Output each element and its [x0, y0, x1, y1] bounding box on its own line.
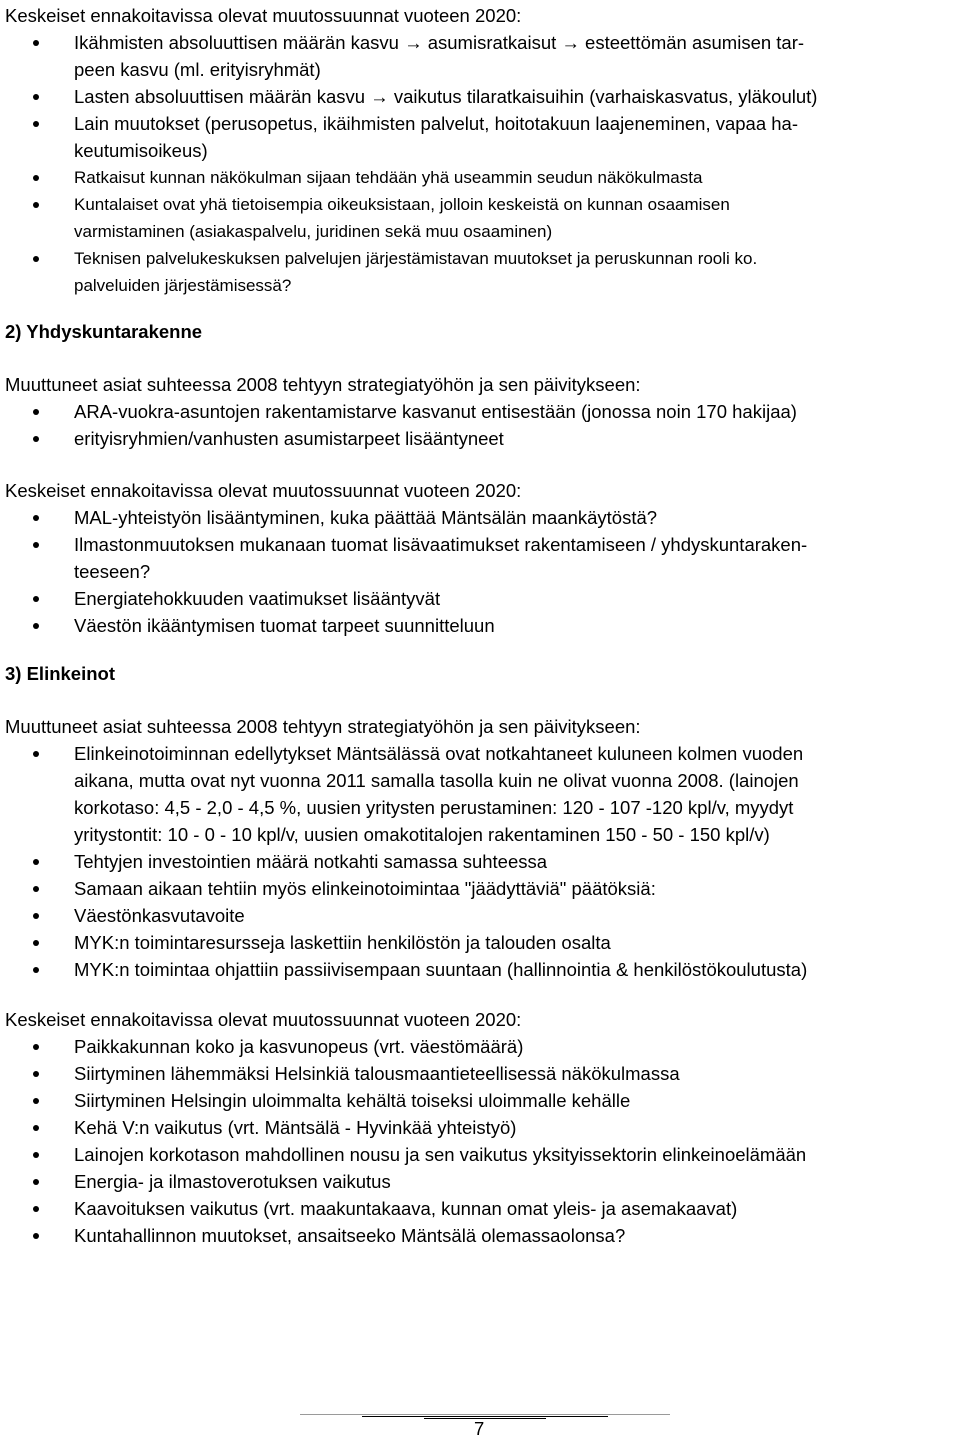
bullet-icon — [33, 542, 39, 548]
bullet-icon — [33, 1179, 39, 1185]
bullet-icon — [33, 1206, 39, 1212]
list-item: MYK:n toimintaresursseja laskettiin henkilöstön ja talouden osalta — [5, 929, 955, 956]
list-item: Tehtyjen investointien määrä notkahti samassa suhteessa — [5, 848, 955, 875]
section3-changes-list — [5, 740, 955, 983]
bullet-icon — [33, 967, 39, 973]
bullet-icon — [33, 121, 39, 127]
bullet-icon — [33, 94, 39, 100]
bullet-icon — [33, 40, 39, 46]
bullet-icon — [33, 175, 39, 181]
section2-forecast-list — [5, 504, 955, 639]
bullet-icon — [33, 1233, 39, 1239]
bullet-icon — [33, 751, 39, 757]
list-item: Teknisen palvelukeskuksen palvelujen järjestämistavan muutokset ja peruskunnan rooli ko. palveluiden järjestämisessä? — [5, 245, 955, 299]
list-item: Lain muutokset (perusopetus, ikäihmisten palvelut, hoitotakuun laajeneminen, vapaa ha- keutumisoikeus) — [5, 110, 955, 164]
section2-forecast-intro: Keskeiset ennakoitavissa olevat muutossuunnat vuoteen 2020: — [5, 480, 522, 501]
list-item: Kehä V:n vaikutus (vrt. Mäntsälä - Hyvinkää yhteistyö) — [5, 1114, 955, 1141]
list-item: Väestönkasvutavoite — [5, 902, 955, 929]
bullet-icon — [33, 1125, 39, 1131]
section2-changes-intro: Muuttuneet asiat suhteessa 2008 tehtyyn strategiatyöhön ja sen päivitykseen: — [5, 374, 641, 395]
list-item: Siirtyminen lähemmäksi Helsinkiä talousmaantieteellisessä näkökulmassa — [5, 1060, 955, 1087]
bullet-icon — [33, 886, 39, 892]
section2-changes-list — [5, 398, 955, 452]
list-item: erityisryhmien/vanhusten asumistarpeet lisääntyneet — [5, 425, 955, 452]
list-item: ARA-vuokra-asuntojen rakentamistarve kasvanut entisestään (jonossa noin 170 hakijaa) — [5, 398, 955, 425]
section3-forecast-intro: Keskeiset ennakoitavissa olevat muutossuunnat vuoteen 2020: — [5, 1009, 522, 1030]
section1-forecast-intro: Keskeiset ennakoitavissa olevat muutossuunnat vuoteen 2020: — [5, 5, 522, 26]
list-item: Siirtyminen Helsingin uloimmalta kehältä toiseksi uloimmalle kehälle — [5, 1087, 955, 1114]
page-number: 7 — [474, 1418, 485, 1439]
page-footer — [0, 1400, 960, 1444]
list-item: Ratkaisut kunnan näkökulman sijaan tehdään yhä useammin seudun näkökulmasta — [5, 164, 955, 191]
bullet-icon — [33, 1044, 39, 1050]
section-heading: 2) Yhdyskuntarakenne — [5, 321, 203, 342]
bullet-icon — [33, 436, 39, 442]
bullet-icon — [33, 1071, 39, 1077]
list-item: Samaan aikaan tehtiin myös elinkeinotoimintaa "jäädyttäviä" päätöksiä: — [5, 875, 955, 902]
bullet-icon — [33, 596, 39, 602]
list-item: Ikähmisten absoluuttisen määrän kasvu → asumisratkaisut → esteettömän asumisen tar- peen kasvu (ml. erityisryhmät) — [5, 29, 955, 83]
section1-forecast-list — [5, 29, 955, 299]
list-item: Elinkeinotoiminnan edellytykset Mäntsälässä ovat notkahtaneet kuluneen kolmen vuoden aikana, mutta ovat nyt vuonna 2011 samalla tasolla kuin ne olivat vuonna 2008. (lainojen korkotaso: 4,5 - 2,0 - 4,5 %, uusien yritysten perustaminen: 120 - 107 -120 kpl/v, myydyt yritystontit: 10 - 0 - 10 kpl/v, uusien omakotitalojen rakentaminen 150 - 50 - 150 kpl/v) — [5, 740, 955, 848]
section-heading: 3) Elinkeinot — [5, 663, 115, 684]
footer-rule — [362, 1416, 608, 1417]
list-item: Kaavoituksen vaikutus (vrt. maakuntakaava, kunnan omat yleis- ja asemakaavat) — [5, 1195, 955, 1222]
list-item: MAL-yhteistyön lisääntyminen, kuka päättää Mäntsälän maankäytöstä? — [5, 504, 955, 531]
footer-rule — [424, 1418, 546, 1419]
bullet-icon — [33, 913, 39, 919]
list-item: Kuntalaiset ovat yhä tietoisempia oikeuksistaan, jolloin keskeistä on kunnan osaamisen varmistaminen (asiakaspalvelu, juridinen sekä muu osaaminen) — [5, 191, 955, 245]
bullet-icon — [33, 623, 39, 629]
list-item: Lasten absoluuttisen määrän kasvu → vaikutus tilaratkaisuihin (varhaiskasvatus, yläkoulut) — [5, 83, 955, 110]
section3-forecast-list — [5, 1033, 955, 1249]
bullet-icon — [33, 202, 39, 208]
footer-rule — [300, 1414, 670, 1415]
bullet-icon — [33, 515, 39, 521]
list-item: Paikkakunnan koko ja kasvunopeus (vrt. väestömäärä) — [5, 1033, 955, 1060]
list-item: Kuntahallinnon muutokset, ansaitseeko Mäntsälä olemassaolonsa? — [5, 1222, 955, 1249]
list-item: Väestön ikääntymisen tuomat tarpeet suunnitteluun — [5, 612, 955, 639]
bullet-icon — [33, 409, 39, 415]
bullet-icon — [33, 940, 39, 946]
list-item: Energia- ja ilmastoverotuksen vaikutus — [5, 1168, 955, 1195]
section3-changes-intro: Muuttuneet asiat suhteessa 2008 tehtyyn strategiatyöhön ja sen päivitykseen: — [5, 716, 641, 737]
list-item: MYK:n toimintaa ohjattiin passiivisempaan suuntaan (hallinnointia & henkilöstökoulutusta) — [5, 956, 955, 983]
list-item: Energiatehokkuuden vaatimukset lisääntyvät — [5, 585, 955, 612]
bullet-icon — [33, 1098, 39, 1104]
list-item: Lainojen korkotason mahdollinen nousu ja sen vaikutus yksityissektorin elinkeinoelämään — [5, 1141, 955, 1168]
document-page — [5, 2, 955, 1249]
bullet-icon — [33, 1152, 39, 1158]
bullet-icon — [33, 256, 39, 262]
bullet-icon — [33, 859, 39, 865]
list-item: Ilmastonmuutoksen mukanaan tuomat lisävaatimukset rakentamiseen / yhdyskuntaraken- teeseen? — [5, 531, 955, 585]
